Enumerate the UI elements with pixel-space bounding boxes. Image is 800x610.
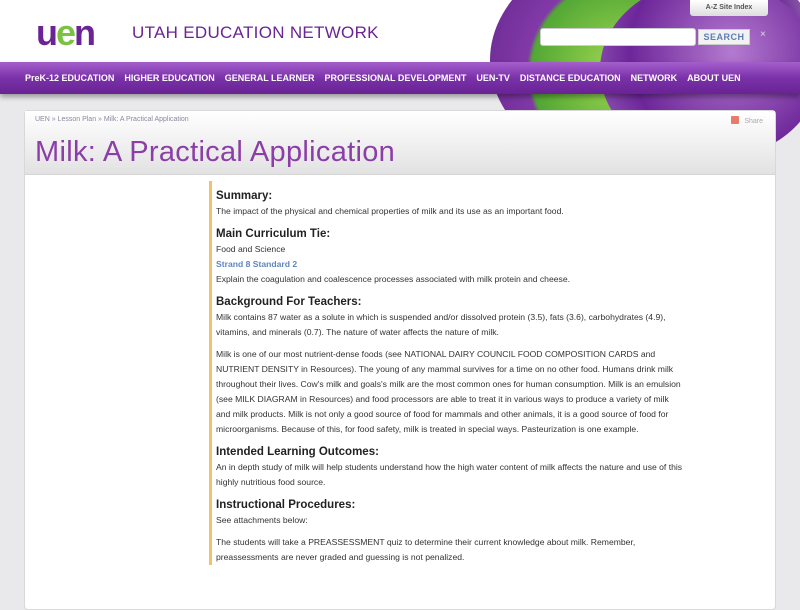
summary-text: The impact of the physical and chemical properties of milk and its use as an important food. xyxy=(216,206,564,216)
close-icon[interactable]: × xyxy=(760,29,766,40)
background-heading: Background For Teachers: xyxy=(216,296,362,308)
nav-higher-education[interactable]: HIGHER EDUCATION xyxy=(124,73,215,83)
procedures-text-1: See attachments below: xyxy=(216,515,308,525)
search-input[interactable] xyxy=(540,28,696,46)
curriculum-tie-text: Explain the coagulation and coalescence processes associated with milk protein and cheese. xyxy=(216,274,570,284)
uen-logo[interactable]: uen xyxy=(36,12,95,53)
nav-uen-tv[interactable]: UEN-TV xyxy=(476,73,510,83)
procedures-text-2: The students will take a PREASSESSMENT quiz to determine their current knowledge about milk. Remember, preassessments are never graded and guessing is not penalized. xyxy=(216,537,636,562)
az-site-index-button[interactable]: A-Z Site Index xyxy=(690,0,768,16)
outcomes-text: An in depth study of milk will help students understand how the high water content of milk affects the nature and use of this highly nutritious food source. xyxy=(216,462,683,487)
background-text-2: Milk is one of our most nutrient-dense foods (see NATIONAL DAIRY COUNCIL FOOD COMPOSITION CARDS and NUTRIENT DENSITY in Resources). The young of any mammal survives for a time on no other food. Humans drink milk throughout their lives. Cow's milk and goals's milk are the most common ones for human consumption. Milk is an emulsion (see MILK DIAGRAM in Resources) and food processors are able to treat it in various ways to produce a variety of milk and milk products. Milk is not only a good source of food for mammals and other animals, it is a good source of food for microorganisms. Because of this, for food safety, milk is treated in special ways. Pasteurization is one example. xyxy=(216,349,681,434)
curriculum-tie-heading: Main Curriculum Tie: xyxy=(216,228,331,240)
page-title: Milk: A Practical Application xyxy=(35,136,396,168)
search-button[interactable]: SEARCH xyxy=(698,29,750,45)
breadcrumb[interactable]: UEN » Lesson Plan » Milk: A Practical Application xyxy=(35,116,189,123)
background-text-1: Milk contains 87 water as a solute in which is suspended and/or dissolved protein (3.5), fats (3.6), carbohydrates (4.9), vitamins, and minerals (0.7). The nature of water affects the nature of milk. xyxy=(216,312,666,337)
outcomes-heading: Intended Learning Outcomes: xyxy=(216,446,379,458)
summary-heading: Summary: xyxy=(216,190,273,202)
content-card xyxy=(24,110,776,610)
nav-about-uen[interactable]: ABOUT UEN xyxy=(687,73,741,83)
share-label: Share xyxy=(744,118,763,125)
procedures-heading: Instructional Procedures: xyxy=(216,499,356,511)
site-header xyxy=(0,0,800,66)
share-button[interactable] xyxy=(731,116,763,125)
curriculum-tie-subject: Food and Science xyxy=(216,244,286,254)
site-name[interactable]: UTAH EDUCATION NETWORK xyxy=(132,23,379,42)
strand-standard-link[interactable]: Strand 8 Standard 2 xyxy=(216,259,298,269)
nav-network[interactable]: NETWORK xyxy=(630,73,678,83)
nav-prek12[interactable]: PreK-12 EDUCATION xyxy=(25,73,115,83)
lesson-content xyxy=(209,181,684,565)
nav-professional-development[interactable]: PROFESSIONAL DEVELOPMENT xyxy=(324,73,467,83)
main-nav xyxy=(0,62,800,94)
nav-general-learner[interactable]: GENERAL LEARNER xyxy=(224,73,315,83)
nav-distance-education[interactable]: DISTANCE EDUCATION xyxy=(519,73,621,83)
share-icon xyxy=(731,116,739,124)
